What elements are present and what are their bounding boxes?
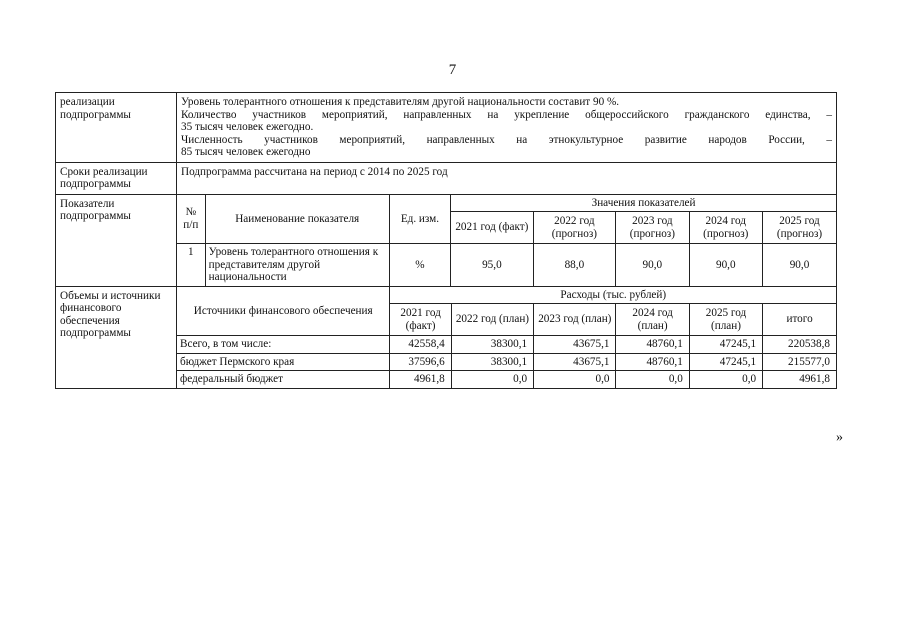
indicator-value-2022: 88,0	[533, 244, 616, 286]
indicators-header-group: Значения показателей	[451, 195, 836, 212]
finance-label: Объемы и источники финансового обеспечения подпрограммы	[56, 286, 177, 388]
finance-federal-2024: 0,0	[616, 371, 689, 388]
indicators-year-2024: 2024 год (прогноз)	[689, 212, 762, 244]
finance-source-federal: федеральный бюджет	[177, 371, 390, 388]
indicators-cell	[177, 194, 837, 286]
indicator-value-2021: 95,0	[451, 244, 534, 286]
finance-row-federal	[177, 371, 836, 388]
results-line-5: 85 тысяч человек ежегодно	[181, 146, 311, 158]
finance-regional-2023: 43675,1	[534, 353, 616, 371]
finance-row-regional	[177, 353, 836, 371]
finance-federal-sum: 4961,8	[763, 371, 836, 388]
terms-row	[56, 162, 837, 194]
finance-table	[177, 287, 836, 388]
finance-total-2022: 38300,1	[451, 336, 533, 354]
indicators-year-2022: 2022 год (прогноз)	[533, 212, 616, 244]
indicator-name: Уровень толерантного отношения к представителям другой национальности	[205, 244, 389, 286]
indicators-year-2025: 2025 год (прогноз)	[763, 212, 837, 244]
finance-regional-2025: 47245,1	[689, 353, 762, 371]
indicators-year-2023: 2023 год (прогноз)	[616, 212, 689, 244]
indicators-table	[177, 195, 836, 286]
indicators-col-unit: Ед. изм.	[389, 195, 450, 244]
terms-text: Подпрограмма рассчитана на период с 2014 по 2025 год	[177, 162, 837, 194]
finance-year-2022: 2022 год (план)	[451, 304, 533, 336]
finance-regional-sum: 215577,0	[763, 353, 836, 371]
finance-year-2021: 2021 год (факт)	[390, 304, 451, 336]
indicator-unit: %	[389, 244, 450, 286]
subprogram-passport-table	[55, 92, 837, 389]
indicator-value-2025: 90,0	[763, 244, 837, 286]
finance-total-header: итого	[763, 304, 836, 336]
results-label: реализации подпрограммы	[56, 93, 177, 163]
finance-regional-2024: 48760,1	[616, 353, 689, 371]
finance-year-2025: 2025 год (план)	[689, 304, 762, 336]
indicators-data-row	[177, 244, 836, 286]
indicator-value-2024: 90,0	[689, 244, 762, 286]
page-number: 7	[448, 62, 457, 78]
finance-federal-2023: 0,0	[534, 371, 616, 388]
results-line-3: 35 тысяч человек ежегодно.	[181, 121, 314, 133]
finance-source-total: Всего, в том числе:	[177, 336, 390, 354]
indicators-row	[56, 194, 837, 286]
indicator-num: 1	[177, 244, 205, 286]
finance-federal-2025: 0,0	[689, 371, 762, 388]
finance-total-2025: 47245,1	[689, 336, 762, 354]
finance-total-2023: 43675,1	[534, 336, 616, 354]
results-line-1: Уровень толерантного отношения к представителям другой национальности составит 90 %.	[181, 96, 620, 108]
finance-source-regional: бюджет Пермского края	[177, 353, 390, 371]
finance-col-source: Источники финансового обеспечения	[177, 287, 390, 336]
finance-total-2021: 42558,4	[390, 336, 451, 354]
finance-row-total	[177, 336, 836, 354]
results-line-2: Количество участников мероприятий, направленных на укрепление общероссийского гражданского единства, –	[181, 108, 832, 121]
finance-year-2024: 2024 год (план)	[616, 304, 689, 336]
indicators-label: Показатели подпрограммы	[56, 194, 177, 286]
terms-label: Сроки реализации подпрограммы	[56, 162, 177, 194]
indicator-value-2023: 90,0	[616, 244, 689, 286]
finance-regional-2022: 38300,1	[451, 353, 533, 371]
finance-regional-2021: 37596,6	[390, 353, 451, 371]
finance-row	[56, 286, 837, 388]
finance-federal-2021: 4961,8	[390, 371, 451, 388]
results-content	[177, 93, 837, 163]
closing-quote-mark: »	[836, 430, 843, 445]
indicators-year-2021: 2021 год (факт)	[451, 212, 534, 244]
finance-header-group: Расходы (тыс. рублей)	[390, 287, 836, 304]
results-line-4: Численность участников мероприятий, направленных на этнокультурное развитие народов России, –	[181, 133, 832, 146]
indicators-col-num: № п/п	[177, 195, 205, 244]
finance-total-2024: 48760,1	[616, 336, 689, 354]
indicators-col-name: Наименование показателя	[205, 195, 389, 244]
finance-federal-2022: 0,0	[451, 371, 533, 388]
finance-year-2023: 2023 год (план)	[534, 304, 616, 336]
finance-cell	[177, 286, 837, 388]
finance-total-sum: 220538,8	[763, 336, 836, 354]
results-row	[56, 93, 837, 163]
